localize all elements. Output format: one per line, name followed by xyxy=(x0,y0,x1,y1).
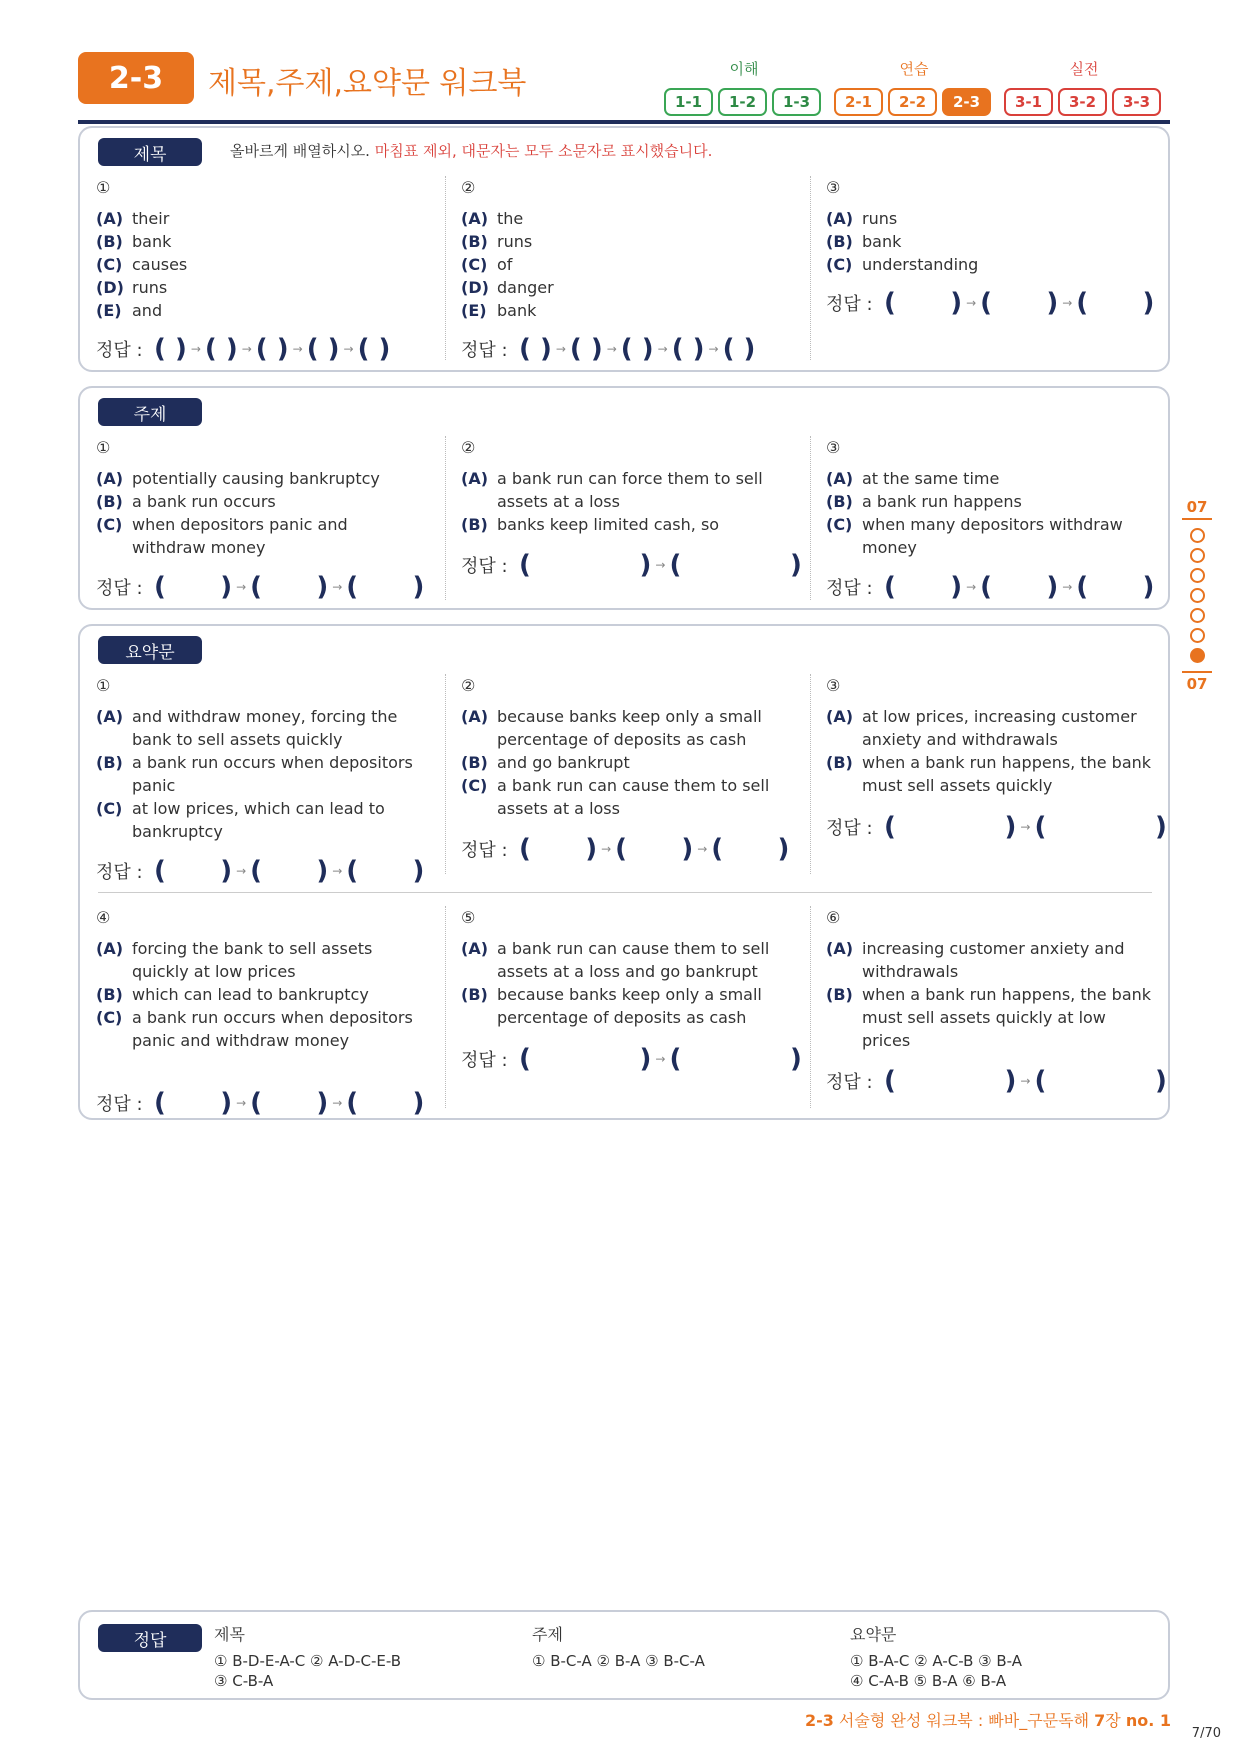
key-heading: 요약문 xyxy=(850,1625,897,1644)
option: (B) when a bank run happens, the bank must sell assets quickly at low prices xyxy=(826,985,1152,1050)
answer-blank[interactable]: 정답 : ( ) → ( ) xyxy=(826,812,1167,842)
chip-3-3[interactable]: 3-3 xyxy=(1112,88,1161,116)
question-number: ② xyxy=(461,438,476,457)
option: (A) potentially causing bankruptcy xyxy=(96,469,380,488)
summary-question-2 xyxy=(461,676,791,886)
summary-question-1 xyxy=(96,676,426,886)
answer-key xyxy=(78,1610,1170,1700)
question-number: ① xyxy=(96,676,111,695)
key-line: ④ C-A-B ⑤ B-A ⑥ B-A xyxy=(850,1672,1007,1690)
page-title: 제목,주제,요약문 워크북 xyxy=(208,66,527,101)
answer-key-tag: 정답 xyxy=(98,1624,202,1652)
summary-section xyxy=(78,624,1170,1120)
side-page-nav xyxy=(1182,498,1212,698)
section-tag: 요약문 xyxy=(98,636,202,664)
unit-badge: 2-3 xyxy=(78,52,194,104)
side-page-top: 07 xyxy=(1182,498,1212,520)
section-tag: 주제 xyxy=(98,398,202,426)
title-question-2 xyxy=(461,178,791,368)
side-page-bottom: 07 xyxy=(1182,671,1212,693)
column-divider xyxy=(445,436,446,600)
level-label: 연습 xyxy=(899,60,929,78)
question-number: ① xyxy=(96,178,111,197)
key-line: ① B-C-A ② B-A ③ B-C-A xyxy=(532,1652,705,1670)
option: (B) which can lead to bankruptcy xyxy=(96,985,369,1004)
topic-question-2 xyxy=(461,438,802,608)
question-number: ② xyxy=(461,178,476,197)
chip-2-3[interactable]: 2-3 xyxy=(942,88,991,116)
answer-key-summary xyxy=(850,1622,1022,1691)
answer-blank[interactable]: 정답 : ( ) → ( ) xyxy=(461,1044,802,1074)
question-number: ③ xyxy=(826,438,841,457)
option: (C) understanding xyxy=(826,255,979,274)
option: (C) causes xyxy=(96,255,188,274)
progress-dot[interactable] xyxy=(1190,588,1205,603)
option: (C) when depositors panic and withdraw money xyxy=(96,515,348,557)
option: (B) a bank run occurs when depositors panic xyxy=(96,753,413,795)
instruction-note: 마침표 제외, 대문자는 모두 소문자로 표시했습니다. xyxy=(369,142,713,160)
chip-2-2[interactable]: 2-2 xyxy=(888,88,937,116)
option: (A) at the same time xyxy=(826,469,1000,488)
option: (A) and withdraw money, forcing the bank to sell assets quickly xyxy=(96,707,398,749)
column-divider xyxy=(445,906,446,1108)
option: (B) and go bankrupt xyxy=(461,753,630,772)
column-divider xyxy=(810,906,811,1108)
question-number: ④ xyxy=(96,908,111,927)
summary-question-6 xyxy=(826,908,1167,1114)
section-tag: 제목 xyxy=(98,138,202,166)
column-divider xyxy=(810,176,811,360)
summary-question-5 xyxy=(461,908,802,1114)
option: (C) a bank run can cause them to sell assets at a loss xyxy=(461,776,770,818)
instruction xyxy=(230,140,712,161)
level-label: 실전 xyxy=(1069,60,1099,78)
option: (C) at low prices, which can lead to bankruptcy xyxy=(96,799,385,841)
progress-dot[interactable] xyxy=(1190,608,1205,623)
column-divider xyxy=(445,674,446,874)
option: (B) a bank run happens xyxy=(826,492,1022,511)
question-number: ③ xyxy=(826,178,841,197)
option: (C) a bank run occurs when depositors panic and withdraw money xyxy=(96,1008,413,1050)
option: (D) danger xyxy=(461,278,554,297)
row-divider xyxy=(98,892,1152,893)
topic-section xyxy=(78,386,1170,610)
option: (D) runs xyxy=(96,278,168,297)
answer-key-title xyxy=(214,1622,401,1691)
column-divider xyxy=(810,674,811,874)
option: (A) because banks keep only a small percentage of deposits as cash xyxy=(461,707,762,749)
option: (B) when a bank run happens, the bank must sell assets quickly xyxy=(826,753,1152,795)
option: (B) bank xyxy=(96,232,172,251)
progress-dot[interactable] xyxy=(1190,528,1205,543)
key-line: ① B-D-E-A-C ② A-D-C-E-B xyxy=(214,1652,402,1670)
option: (B) runs xyxy=(461,232,533,251)
title-section xyxy=(78,126,1170,372)
level-label: 이해 xyxy=(729,60,759,78)
answer-blank[interactable]: 정답 : ( ) → ( ) → ( ) xyxy=(826,288,1155,318)
answer-blank[interactable]: 정답 : ( ) → ( ) xyxy=(826,1066,1167,1096)
answer-blank[interactable]: 정답 : ( ) → ( ) → ( ) xyxy=(826,572,1155,602)
answer-blank[interactable]: 정답 : ( ) → ( ) → ( ) xyxy=(96,572,425,602)
title-question-1 xyxy=(96,178,426,368)
chip-1-1[interactable]: 1-1 xyxy=(664,88,713,116)
answer-blank[interactable]: 정답 : ( ) → ( ) → ( ) → ( ) → ( ) xyxy=(96,334,391,364)
answer-blank[interactable]: 정답 : ( ) → ( ) → ( ) xyxy=(96,1088,425,1118)
answer-blank[interactable]: 정답 : ( ) → ( ) xyxy=(461,550,802,580)
footer-caption: 2-3 서술형 완성 워크북 : 빠바_구문독해 7장 no. 1 xyxy=(804,1711,1171,1730)
option: (A) increasing customer anxiety and withdrawals xyxy=(826,939,1125,981)
key-heading: 주제 xyxy=(532,1625,563,1644)
answer-blank[interactable]: 정답 : ( ) → ( ) → ( ) xyxy=(461,834,790,864)
column-divider xyxy=(445,176,446,360)
answer-key-topic xyxy=(532,1622,705,1671)
option: (E) and xyxy=(96,301,163,320)
option: (B) banks keep limited cash, so xyxy=(461,515,720,534)
question-number: ③ xyxy=(826,676,841,695)
progress-dot-current[interactable] xyxy=(1190,648,1205,663)
question-number: ② xyxy=(461,676,476,695)
progress-dot[interactable] xyxy=(1190,628,1205,643)
summary-question-4 xyxy=(96,908,426,1118)
chip-1-3[interactable]: 1-3 xyxy=(772,88,821,116)
option: (A) their xyxy=(96,209,170,228)
option: (B) bank xyxy=(826,232,902,251)
summary-question-3 xyxy=(826,676,1167,886)
key-heading: 제목 xyxy=(214,1625,245,1644)
chip-3-2[interactable]: 3-2 xyxy=(1058,88,1107,116)
option: (A) forcing the bank to sell assets quickly at low prices xyxy=(96,939,373,981)
option: (C) of xyxy=(461,255,513,274)
option: (E) bank xyxy=(461,301,537,320)
progress-dot[interactable] xyxy=(1190,568,1205,583)
chip-3-1[interactable]: 3-1 xyxy=(1004,88,1053,116)
header-rule xyxy=(78,120,1170,124)
key-line: ③ C-B-A xyxy=(214,1672,274,1690)
option: (A) at low prices, increasing customer anxiety and withdrawals xyxy=(826,707,1137,749)
title-question-3 xyxy=(826,178,1156,368)
topic-question-1 xyxy=(96,438,426,608)
option: (A) a bank run can cause them to sell assets at a loss and go bankrupt xyxy=(461,939,770,981)
chip-2-1[interactable]: 2-1 xyxy=(834,88,883,116)
option: (A) runs xyxy=(826,209,898,228)
progress-dots xyxy=(1182,528,1212,663)
option: (A) a bank run can force them to sell assets at a loss xyxy=(461,469,763,511)
answer-blank[interactable]: 정답 : ( ) → ( ) → ( ) → ( ) → ( ) xyxy=(461,334,756,364)
column-divider xyxy=(810,436,811,600)
option: (C) when many depositors withdraw money xyxy=(826,515,1123,557)
question-number: ① xyxy=(96,438,111,457)
chip-1-2[interactable]: 1-2 xyxy=(718,88,767,116)
topic-question-3 xyxy=(826,438,1156,608)
option: (A) the xyxy=(461,209,524,228)
key-line: ① B-A-C ② A-C-B ③ B-A xyxy=(850,1652,1022,1670)
page-header xyxy=(78,52,1170,124)
page-number: 7/70 xyxy=(1191,1726,1221,1741)
instruction-main: 올바르게 배열하시오. xyxy=(230,142,370,160)
option: (B) a bank run occurs xyxy=(96,492,276,511)
answer-blank[interactable]: 정답 : ( ) → ( ) → ( ) xyxy=(96,856,425,886)
question-number: ⑤ xyxy=(461,908,476,927)
question-number: ⑥ xyxy=(826,908,841,927)
progress-dot[interactable] xyxy=(1190,548,1205,563)
option: (B) because banks keep only a small percentage of deposits as cash xyxy=(461,985,762,1027)
